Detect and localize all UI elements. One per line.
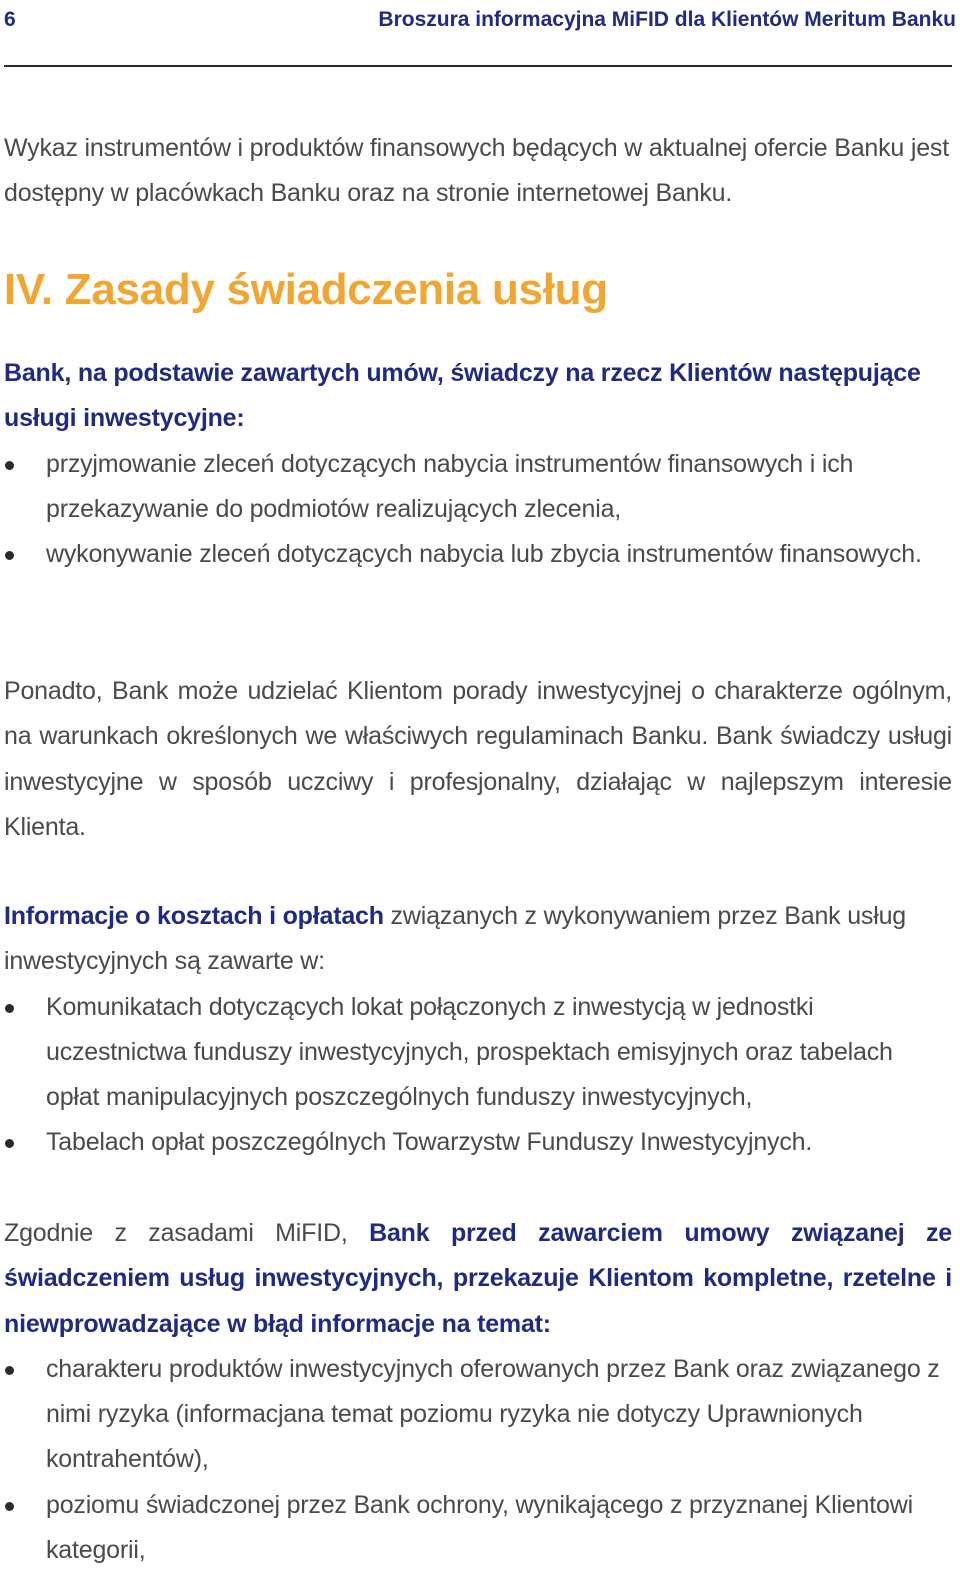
mifid-block	[4, 1211, 952, 1573]
list-item: Tabelach opłat poszczególnych Towarzystw Funduszy Inwestycyjnych.	[4, 1120, 952, 1165]
page-header	[4, 0, 956, 40]
header-divider	[4, 65, 952, 67]
list-item: przyjmowanie zleceń dotyczących nabycia instrumentów finansowych i ich przekazywanie do podmiotów realizujących zlecenia,	[4, 442, 952, 533]
costs-lead-bold: Informacje o kosztach i opłatach	[4, 902, 384, 930]
list-item: Komunikatach dotyczących lokat połączonych z inwestycją w jednostki uczestnictwa funduszy inwestycyjnych, prospektach emisyjnych oraz tabelach opłat manipulacyjnych poszczególnych funduszy inwestycyjnych,	[4, 985, 952, 1121]
advice-paragraph: Ponadto, Bank może udzielać Klientom porady inwestycyjnej o charakterze ogólnym, na warunkach określonych we właściwych regulaminach Banku. Bank świadczy usługi inwestycyjne w sposób uczciwy i profesjonalny, działając w najlepszym interesie Klienta.	[4, 677, 952, 841]
intro-paragraph: Wykaz instrumentów i produktów finansowych będących w aktualnej ofercie Banku jest dostępny w placówkach Banku oraz na stronie internetowej Banku.	[4, 134, 949, 208]
costs-lead	[4, 894, 952, 985]
section-title: IV. Zasady świadczenia usług	[4, 265, 608, 314]
costs-block	[4, 894, 952, 1166]
document-page	[4, 0, 956, 1565]
list-item: poziomu świadczonej przez Bank ochrony, wynikającego z przyznanej Klientowi kategorii,	[4, 1483, 952, 1574]
costs-list	[4, 985, 952, 1166]
mifid-lead-bold: Bank przed zawarciem umowy związanej ze świadczeniem usług inwestycyjnych, przekazuje Klientom kompletne, rzetelne i niewprowadzające w błąd informacje na temat:	[4, 1219, 953, 1338]
costs-lead-rest: związanych z wykonywaniem przez Bank usług inwestycyjnych są zawarte w:	[4, 902, 906, 976]
services-list	[4, 442, 952, 578]
brochure-title: Broszura informacyjna MiFID dla Klientów Meritum Banku	[378, 8, 956, 31]
list-item: wykonywanie zleceń dotyczących nabycia lub zbycia instrumentów finansowych.	[4, 532, 952, 577]
mifid-lead-normal: Zgodnie z zasadami MiFID,	[4, 1219, 370, 1247]
services-lead: Bank, na podstawie zawartych umów, świadczy na rzecz Klientów następujące usługi inwestycyjne:	[4, 359, 921, 433]
page-number: 6	[4, 8, 16, 31]
mifid-lead	[4, 1211, 952, 1347]
list-item: charakteru produktów inwestycyjnych oferowanych przez Bank oraz związanego z nimi ryzyka (informacjana temat poziomu ryzyka nie dotyczy Uprawnionych kontrahentów),	[4, 1347, 952, 1483]
services-block	[4, 351, 952, 577]
mifid-list	[4, 1347, 952, 1573]
